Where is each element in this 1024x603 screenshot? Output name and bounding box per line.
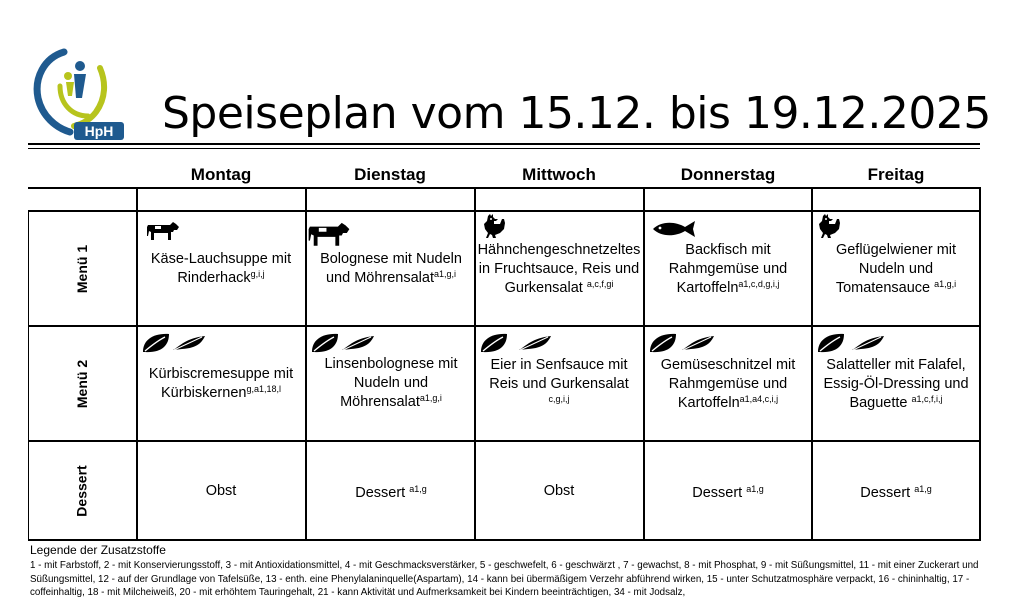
row-divider-1 (28, 325, 981, 327)
menu1-thursday: Backfisch mit Rahmgemüse und Kartoffeln$^{a1,c,d,g,i,j}$ (668, 242, 788, 296)
table-top-line (28, 210, 981, 212)
legend-text: 1 - mit Farbstoff, 2 - mit Konservierungsstoff, 3 - mit Antioxidationsmittel, 4 - mit Geschmacksverstärker, 5 - geschwefelt, 6 - geschwärzt , 7 - gewachst, 8 - mit Phosphat, 9 - mit Süßungsmittel, 11 - mit einer Zuckerart und Süßungsmittel, 12 - auf der Grundlage von Tafelsüße, 13 - enth. eine Phenylalaninquelle(Aspartam), 14 - kann bei übermäßigem Verzehr abführend wirken, 15 - unter Schutzatmosphäre verpackt, 16 - chininhaltig, 17 - coffeinhaltig, 18 - mit Milcheiweiß, 20 - mit erhöhtem Tauringehalt, 21 - kann Aktivität und Aufmerksamkeit bei Kindern beeinträchtigen, 34 - mit Jodsalz, (30, 560, 979, 598)
row-label-menu1: Menü 1 (73, 244, 90, 293)
dessert-thursday: Dessert $^{a1,g}$ (692, 484, 764, 501)
logo-text: HpH (84, 123, 114, 139)
row-divider-2 (28, 440, 981, 442)
dessert-wednesday: Obst (543, 483, 575, 499)
menu1-tuesday: Bolognese mit Nudeln und Möhrensalat$^{a1,g,i}$ (320, 251, 462, 286)
legend-title: Legende der Zusatzstoffe (30, 543, 166, 557)
dessert-tuesday: Dessert $^{a1,g}$ (355, 484, 427, 501)
day-header-friday: Freitag (867, 165, 925, 184)
menu1-friday: Geflügelwiener mit Nudeln und Tomatensauce $^{a1,g,i}$ (835, 242, 957, 296)
chicken-icon (480, 213, 506, 239)
fish-icon (651, 219, 699, 239)
menu2-friday: Salatteller mit Falafel, Essig-Öl-Dressing und Baguette $^{a1,c,f,i,j}$ (823, 357, 969, 411)
day-header-wednesday: Mittwoch (522, 165, 596, 184)
feather-icon (679, 334, 717, 352)
title-rule (28, 143, 980, 145)
hph-logo (30, 46, 128, 142)
leaf-icon (141, 332, 171, 354)
feather-icon (172, 334, 206, 352)
row-label-menu2: Menü 2 (73, 359, 90, 408)
day-header-monday: Montag (190, 165, 252, 184)
cow-icon (146, 219, 180, 241)
cow-icon (307, 219, 351, 247)
day-header-tuesday: Dienstag (354, 165, 426, 184)
day-header-thursday: Donnerstag (680, 165, 776, 184)
leaf-icon (816, 332, 846, 354)
menu1-monday: Käse-Lauchsuppe mit Rinderhack$^{g,i,j}$ (150, 251, 292, 286)
feather-icon (516, 334, 554, 352)
menu2-thursday: Gemüseschnitzel mit Rahmgemüse und Kartoffeln$^{a1,a4,c,i,j}$ (660, 357, 796, 411)
leaf-icon (648, 332, 678, 354)
leaf-icon (479, 332, 509, 354)
leaf-icon (310, 332, 340, 354)
row-label-dessert: Dessert (74, 464, 90, 517)
chicken-icon (815, 213, 841, 239)
feather-icon (341, 334, 375, 352)
menu2-tuesday: Linsenbolognese mit Nudeln und Möhrensalat$^{a1,g,i}$ (324, 356, 458, 410)
feather-icon (849, 334, 887, 352)
menu2-wednesday: Eier in Senfsauce mit Reis und Gurkensalat $^{c,g,i,j}$ (489, 357, 629, 404)
page-title: Speiseplan vom 15.12. bis 19.12.2025 (162, 88, 991, 139)
header-line (28, 187, 981, 189)
dessert-monday: Obst (205, 483, 237, 499)
table-bottom-line (28, 539, 981, 541)
menu2-monday: Kürbiscremesuppe mit Kürbiskernen$^{g,a1,18,l}$ (148, 366, 294, 401)
dessert-friday: Dessert $^{a1,g}$ (860, 484, 932, 501)
title-rule-thin (28, 148, 980, 149)
menu1-wednesday: Hähnchengeschnetzeltes in Fruchtsauce, Reis und Gurkensalat $^{a,c,f,gi}$ (477, 242, 641, 296)
